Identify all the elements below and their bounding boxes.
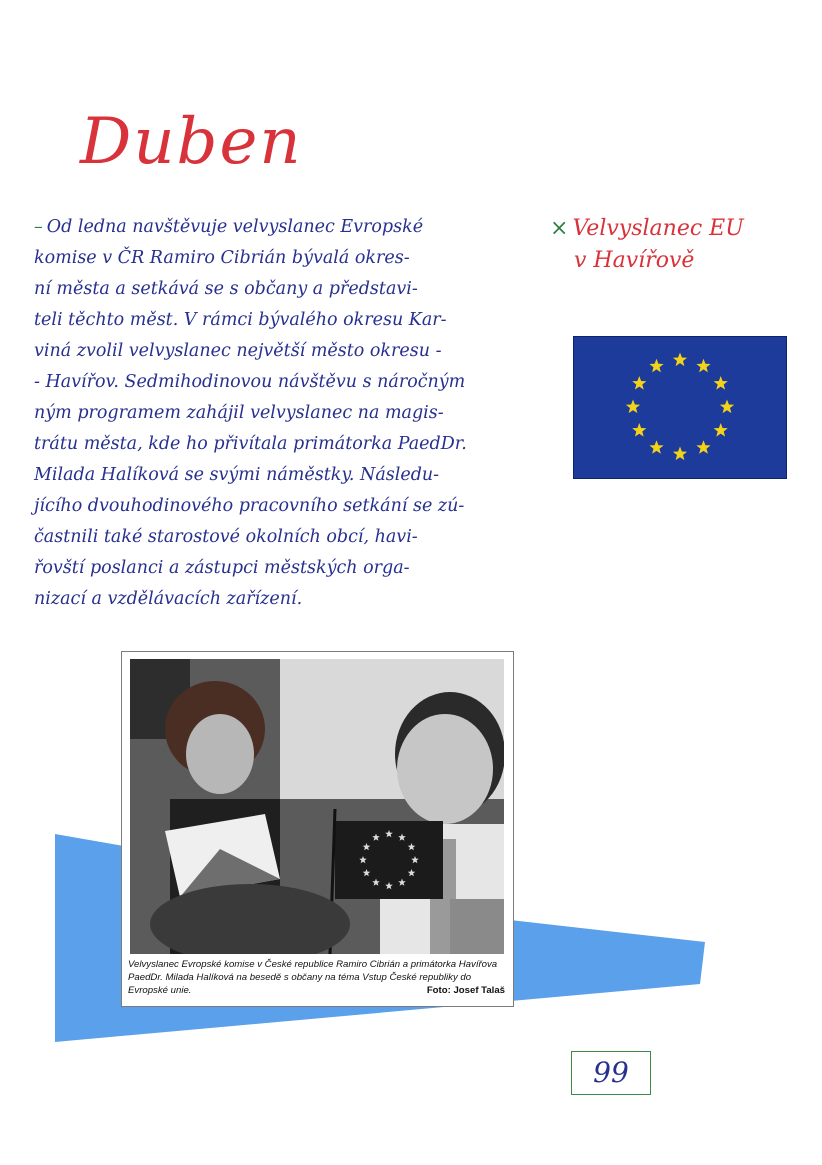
eu-star-icon [720, 400, 734, 414]
handwritten-paragraph [34, 212, 564, 615]
dash-marker: – [34, 217, 43, 237]
eu-star-icon [714, 376, 728, 390]
page-title: Duben [80, 105, 303, 179]
text-line: - Havířov. Sedmihodinovou návštěvu s náročným [34, 372, 466, 392]
text-line: viná zvolil velvyslanec největší město okresu - [34, 341, 442, 361]
text-line: teli těchto měst. V rámci bývalého okresu Kar- [34, 310, 447, 330]
eu-star-icon [696, 359, 710, 373]
side-note-line-1: Velvyslanec EU [572, 216, 744, 241]
text-line: Milada Halíková se svými náměstky. Následu- [34, 465, 440, 485]
eu-star-icon [673, 353, 687, 367]
photo-credit: Foto: Josef Talaš [426, 985, 505, 996]
text-line: řovští poslanci a zástupci městských orga- [34, 558, 410, 578]
newspaper-clipping [121, 651, 514, 1007]
page-number: 99 [571, 1051, 651, 1095]
eu-star-icon [649, 440, 663, 454]
eu-stars-icon [574, 337, 786, 478]
text-line: ným programem zahájil velvyslanec na magis- [34, 403, 444, 423]
eu-star-icon [714, 423, 728, 437]
eu-star-icon [626, 400, 640, 414]
text-line: ní města a setkává se s občany a představi- [34, 279, 418, 299]
eu-flag-image [574, 337, 786, 478]
eu-star-icon [696, 440, 710, 454]
text-line: častnili také starostové okolních obcí, havi- [34, 527, 418, 547]
eu-star-icon [632, 423, 646, 437]
clipping-photo [130, 659, 504, 954]
asterisk-marker: × [550, 216, 569, 241]
text-line: komise v ČR Ramiro Cibrián bývalá okres- [34, 248, 410, 268]
side-note-line-2: v Havířově [574, 248, 695, 273]
eu-star-icon [632, 376, 646, 390]
side-note [550, 213, 744, 277]
text-line: nizací a vzdělávacích zařízení. [34, 589, 303, 609]
eu-star-icon [673, 447, 687, 461]
photo-caption: Velvyslanec Evropské komise v České republice Ramiro Cibrián a primátorka Havířova PaedDr. Milada Halíková na besedě s občany na téma Vstup České republiky do Evropské unie. Foto: Josef Talaš [128, 959, 505, 996]
eu-star-icon [649, 359, 663, 373]
text-line: trátu města, kde ho přivítala primátorka PaedDr. [34, 434, 467, 454]
text-line: jícího dvouhodinového pracovního setkání se zú- [34, 496, 465, 516]
text-line: – Od ledna navštěvuje velvyslanec Evropské [34, 217, 424, 237]
